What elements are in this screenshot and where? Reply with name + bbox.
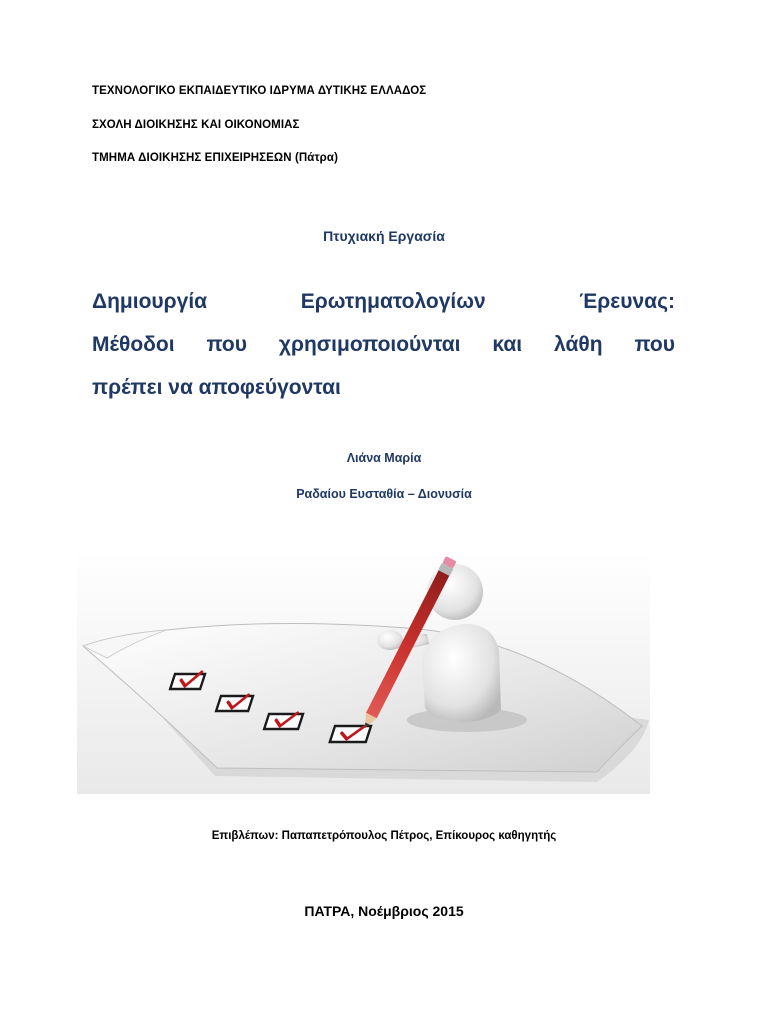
checkbox-2 [216,695,253,711]
checkbox-4 [330,726,371,742]
thesis-title-line-1: Δημιουργία Ερωτηματολογίων Έρευνας: [92,290,675,313]
thesis-title-line-2: Μέθοδοι που χρησιμοποιούνται και λάθη που [92,333,675,356]
checkbox-1 [170,672,206,689]
place-date: ΠΑΤΡΑ, Νοέμβριος 2015 [304,903,464,919]
thesis-title-line-3: πρέπει να αποφεύγονται [92,376,341,399]
supervisor-line: Επιβλέπων: Παπαπετρόπουλος Πέτρος, Επίκουρος καθηγητής [211,830,557,842]
thesis-type-label: Πτυχιακή Εργασία [323,228,445,244]
institution-line-1: ΤΕΧΝΟΛΟΓΙΚΟ ΕΚΠΑΙΔΕΥΤΙΚΟ ΙΔΡΥΜΑ ΔΥΤΙΚΗΣ ΕΛΛΑΔΟΣ [92,85,427,97]
figure-body [422,624,501,722]
figure-hand [377,630,403,650]
checkbox-3 [264,713,303,729]
questionnaire-illustration [77,550,650,794]
author-2: Ραδαίου Ευσταθία – Διονυσία [296,487,472,501]
author-1: Λιάνα Μαρία [346,451,422,465]
institution-line-3: ΤΜΗΜΑ ΔΙΟΙΚΗΣΗΣ ΕΠΙΧΕΙΡΗΣΕΩΝ (Πάτρα) [92,152,338,164]
institution-line-2: ΣΧΟΛΗ ΔΙΟΙΚΗΣΗΣ ΚΑΙ ΟΙΚΟΝΟΜΙΑΣ [92,119,300,131]
